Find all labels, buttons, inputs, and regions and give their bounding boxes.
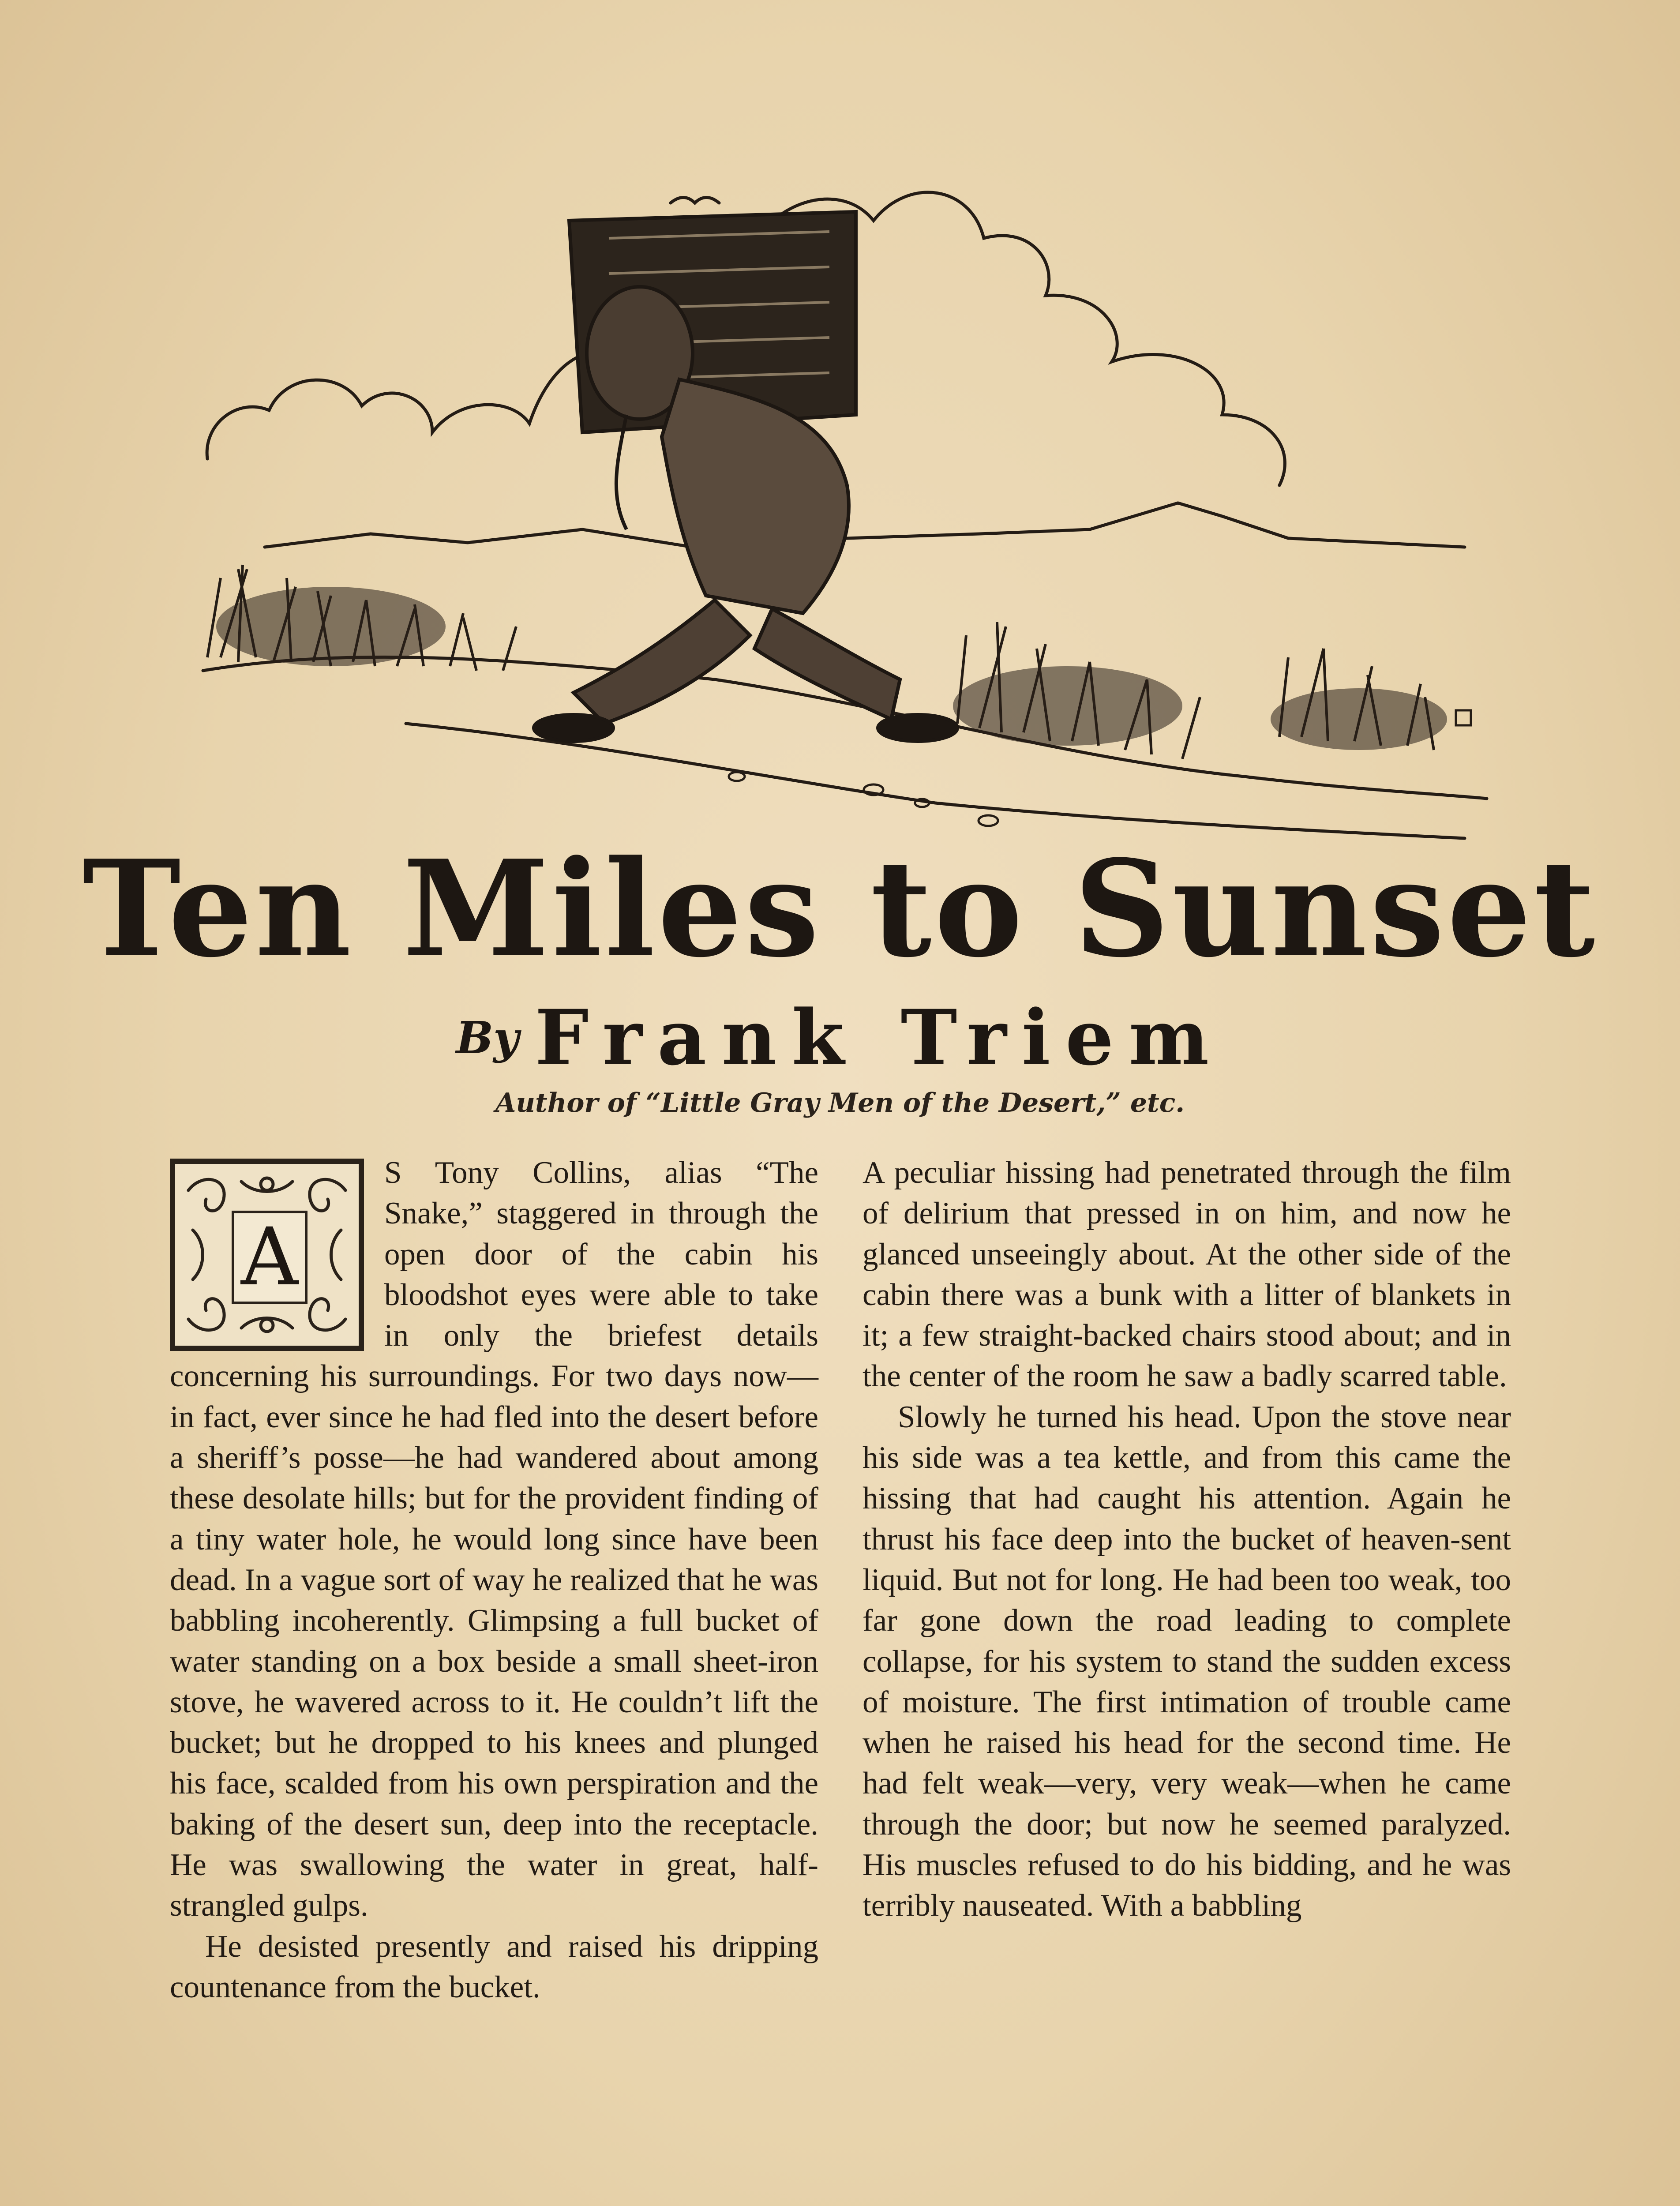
byline-prefix: By	[456, 1011, 519, 1064]
paragraph: He desisted presently and raised his dripping countenance from the bucket.	[170, 1929, 818, 2004]
text-column-right	[862, 1152, 1511, 1926]
paragraph: Slowly he turned his head. Upon the stove near his side was a tea kettle, and from this came the hissing that had caught his attention. Again he thrust his face deep into the bucket of heaven-sent liquid. But not for long. He had been too weak, too far gone down the road leading to complete collapse, for his system to stand the sudden excess of moisture. The first intimation of trouble came when he raised his head for the second time. He had felt weak—very, very weak—when he came through the door; but now he seemed paralyzed. His muscles refused to do his bidding, and he was terribly nauseated. With a babbling	[862, 1399, 1511, 1923]
drop-cap-letter: A	[232, 1211, 308, 1304]
artist-mark	[1456, 710, 1471, 725]
pebbles	[729, 772, 998, 826]
text-column-left	[170, 1152, 818, 2007]
byline	[0, 993, 1680, 1082]
drop-cap	[170, 1159, 364, 1351]
paragraph: A peculiar hissing had penetrated through the film of delirium that pressed in on him, and now he glanced unseeingly about. At the other side of the cabin there was a bunk with a litter of blankets in it; a few straight-backed chairs stood about; and in the center of the room he saw a badly scarred table.	[862, 1156, 1511, 1394]
cowboy-figure	[534, 212, 957, 741]
bird-mark	[671, 198, 719, 203]
author-name: Frank Triem	[535, 993, 1224, 1082]
author-credit: Author of “Little Gray Men of the Desert,” etc.	[495, 1088, 1185, 1118]
paragraph: S Tony Collins, alias “The Snake,” staggered in through the open door of the cabin his bloodshot eyes were able to take in only the briefest details concerning his surroundings. For two days now—in fact, ever since he had fled into the desert before a sheriff’s posse—he had wandered about among these desolate hills; but for the provident finding of a tiny water hole, he would long since have been dead. In a vague sort of way he realized that he was babbling incoherently. Glimpsing a full bucket of water standing on a box beside a small sheet-iron stove, he wavered across to it. He couldn’t lift the bucket; but he dropped to his knees and plunged his face, scalded from his own perspiration and the baking of the desert sun, deep into the receptacle. He was swallowing the water in great, half-strangled gulps.	[170, 1156, 818, 1923]
story-title: Ten Miles to Sunset	[82, 831, 1598, 987]
desert-illustration	[185, 150, 1500, 856]
distant-mountains	[265, 503, 1465, 547]
